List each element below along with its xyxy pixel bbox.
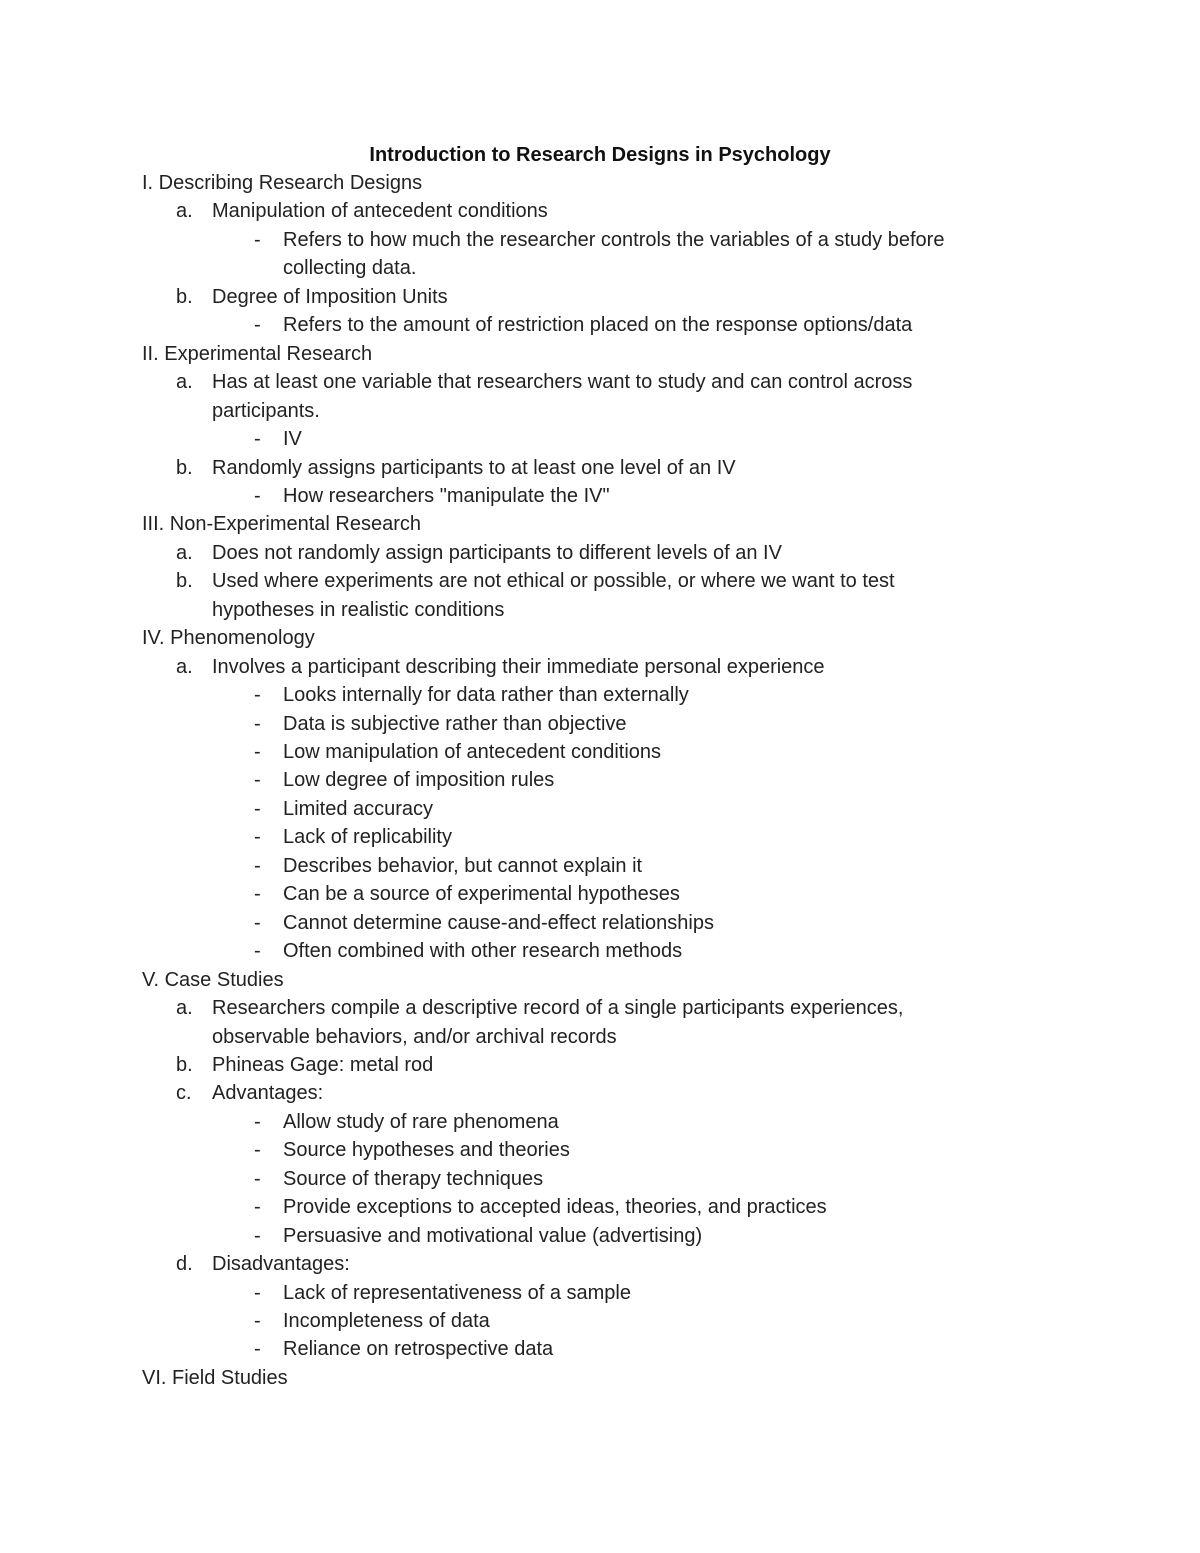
item-text: Does not randomly assign participants to different levels of an IV bbox=[212, 541, 782, 564]
section-heading: VI. Field Studies bbox=[142, 1366, 288, 1389]
subitem-text: Often combined with other research methods bbox=[283, 940, 683, 963]
bullet-dash: - bbox=[254, 712, 261, 735]
subitem-text: Source hypotheses and theories bbox=[283, 1139, 570, 1162]
subitem-text: Incompleteness of data bbox=[283, 1310, 490, 1332]
section-heading: III. Non-Experimental Research bbox=[142, 513, 422, 536]
item-text: Used where experiments are not ethical or possible, or where we want to test bbox=[212, 570, 895, 593]
subitem-text: Allow study of rare phenomena bbox=[283, 1110, 559, 1133]
bullet-dash: - bbox=[254, 911, 261, 934]
subitem-text: Low manipulation of antecedent conditions bbox=[283, 741, 662, 763]
item-marker: a. bbox=[176, 371, 193, 394]
item-marker: c. bbox=[176, 1082, 192, 1105]
subitem-text: Refers to how much the researcher controls the variables of a study before bbox=[283, 228, 945, 251]
bullet-dash: - bbox=[254, 854, 261, 877]
bullet-dash: - bbox=[254, 1196, 261, 1219]
item-text: participants. bbox=[212, 399, 320, 422]
bullet-dash: - bbox=[254, 684, 261, 707]
item-marker: b. bbox=[176, 456, 193, 479]
item-text: Manipulation of antecedent conditions bbox=[212, 200, 548, 223]
section-heading: IV. Phenomenology bbox=[142, 627, 315, 650]
bullet-dash: - bbox=[254, 1310, 261, 1332]
item-marker: a. bbox=[176, 655, 193, 678]
subitem-text: Can be a source of experimental hypotheses bbox=[283, 883, 680, 906]
item-text: Disadvantages: bbox=[212, 1253, 350, 1276]
bullet-dash: - bbox=[254, 797, 261, 820]
subitem-text: How researchers "manipulate the IV" bbox=[283, 484, 610, 507]
subitem-text: Source of therapy techniques bbox=[283, 1167, 544, 1190]
subitem-text: Provide exceptions to accepted ideas, theories, and practices bbox=[283, 1196, 827, 1219]
bullet-dash: - bbox=[254, 826, 261, 849]
subitem-text: collecting data. bbox=[283, 257, 417, 280]
bullet-dash: - bbox=[254, 1167, 261, 1190]
item-text: Researchers compile a descriptive record of a single participants experiences, bbox=[212, 997, 904, 1020]
item-text: Degree of Imposition Units bbox=[212, 285, 448, 308]
subitem-text: Describes behavior, but cannot explain it bbox=[283, 854, 643, 877]
bullet-dash: - bbox=[254, 769, 261, 792]
section-heading: V. Case Studies bbox=[142, 968, 284, 991]
bullet-dash: - bbox=[254, 741, 261, 763]
document-title: Introduction to Research Designs in Psychology bbox=[369, 144, 831, 166]
subitem-text: Persuasive and motivational value (advertising) bbox=[283, 1224, 703, 1247]
bullet-dash: - bbox=[254, 1281, 261, 1304]
subitem-text: Refers to the amount of restriction placed on the response options/data bbox=[283, 314, 913, 337]
bullet-dash: - bbox=[254, 484, 261, 507]
subitem-text: Low degree of imposition rules bbox=[283, 769, 555, 792]
bullet-dash: - bbox=[254, 1338, 261, 1361]
item-marker: a. bbox=[176, 200, 193, 223]
bullet-dash: - bbox=[254, 1139, 261, 1162]
item-marker: a. bbox=[176, 541, 193, 564]
subitem-text: Reliance on retrospective data bbox=[283, 1338, 554, 1361]
item-marker: b. bbox=[176, 570, 193, 593]
bullet-dash: - bbox=[254, 883, 261, 906]
subitem-text: Lack of representativeness of a sample bbox=[283, 1281, 631, 1304]
item-text: Phineas Gage: metal rod bbox=[212, 1053, 434, 1076]
item-marker: a. bbox=[176, 997, 193, 1020]
bullet-dash: - bbox=[254, 314, 261, 337]
item-text: Involves a participant describing their immediate personal experience bbox=[212, 655, 825, 678]
section-heading: II. Experimental Research bbox=[142, 342, 373, 365]
item-text: hypotheses in realistic conditions bbox=[212, 598, 505, 621]
bullet-dash: - bbox=[254, 1224, 261, 1247]
item-text: observable behaviors, and/or archival records bbox=[212, 1025, 617, 1048]
item-marker: b. bbox=[176, 1053, 193, 1076]
bullet-dash: - bbox=[254, 428, 261, 451]
subitem-text: Looks internally for data rather than externally bbox=[283, 684, 689, 707]
item-text: Advantages: bbox=[212, 1082, 324, 1105]
subitem-text: Cannot determine cause-and-effect relationships bbox=[283, 911, 714, 934]
item-marker: b. bbox=[176, 285, 193, 308]
item-text: Has at least one variable that researchers want to study and can control across bbox=[212, 371, 913, 394]
bullet-dash: - bbox=[254, 940, 261, 963]
subitem-text: IV bbox=[283, 428, 302, 451]
bullet-dash: - bbox=[254, 228, 261, 251]
bullet-dash: - bbox=[254, 1110, 261, 1133]
section-heading: I. Describing Research Designs bbox=[142, 172, 423, 194]
subitem-text: Lack of replicability bbox=[283, 826, 452, 849]
item-marker: d. bbox=[176, 1253, 193, 1276]
subitem-text: Data is subjective rather than objective bbox=[283, 712, 627, 735]
subitem-text: Limited accuracy bbox=[283, 797, 434, 820]
item-text: Randomly assigns participants to at least one level of an IV bbox=[212, 456, 736, 479]
